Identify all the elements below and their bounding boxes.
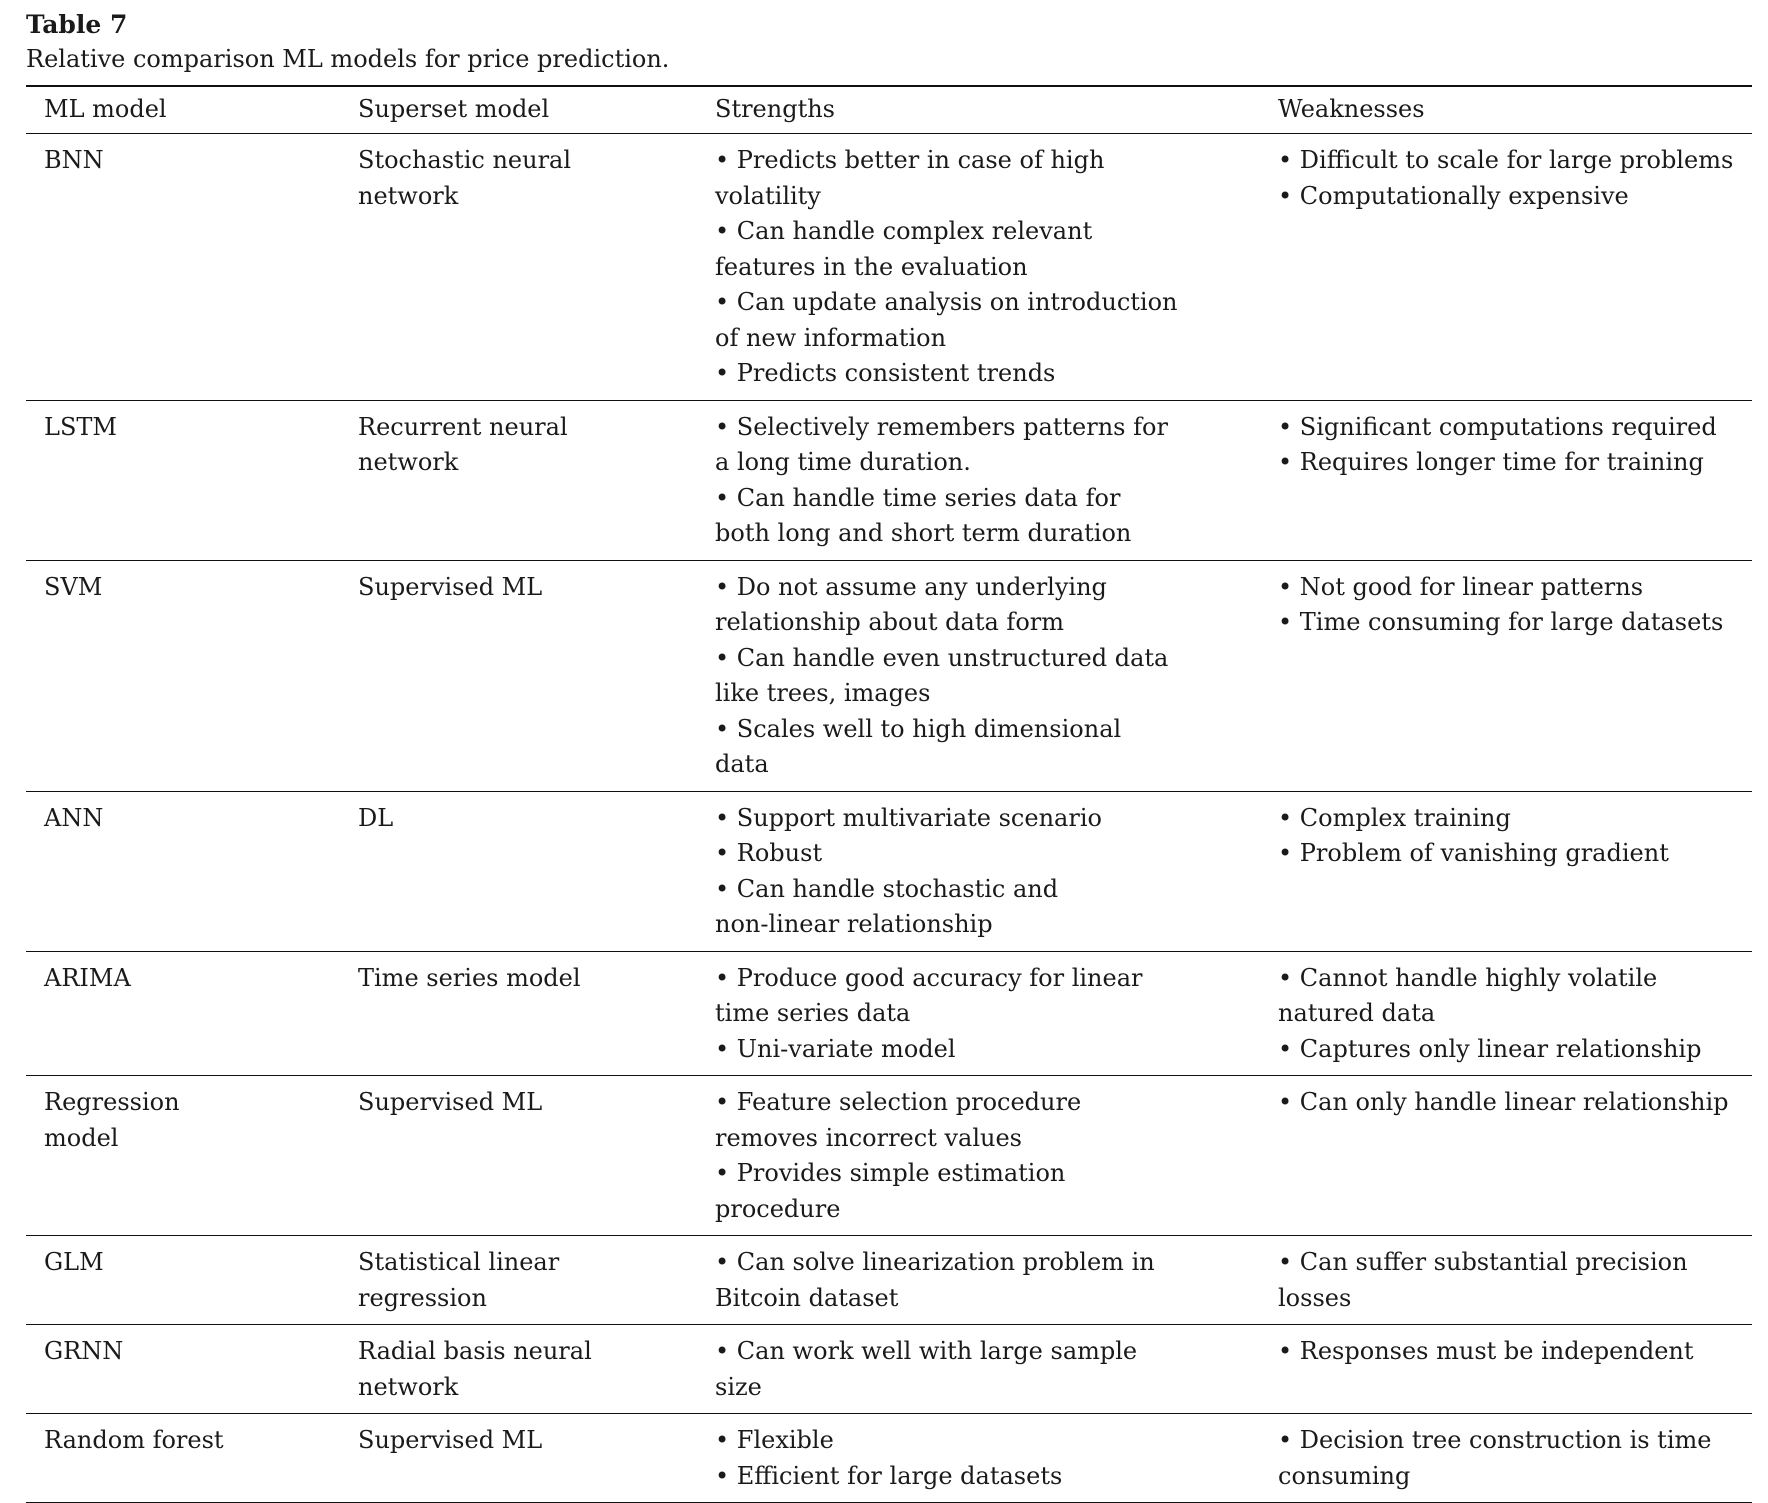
- cell-weaknesses: [1260, 1236, 1752, 1325]
- cell-text-line: Radial basis neural: [358, 1337, 592, 1365]
- cell-text-line: of new information: [715, 323, 947, 352]
- column-header-superset-model: Superset model: [358, 95, 550, 123]
- cell-text-line: • Time consuming for large datasets: [1278, 608, 1724, 636]
- cell-text-line: • Can handle even unstructured data: [715, 643, 1169, 672]
- cell-text-line: GLM: [44, 1248, 104, 1276]
- table-row: [26, 1414, 1752, 1503]
- cell-strengths: [697, 1076, 1260, 1236]
- cell-text-line: volatility: [715, 181, 821, 210]
- cell-text-line: consuming: [1278, 1461, 1411, 1490]
- cell-text-line: • Difficult to scale for large problems: [1278, 146, 1734, 174]
- cell-text-line: • Robust: [715, 839, 823, 867]
- cell-text-line: • Can handle stochastic and: [715, 874, 1059, 903]
- cell-weaknesses: [1260, 1325, 1752, 1414]
- cell-text-line: size: [715, 1372, 762, 1401]
- cell-text-line: • Efficient for large datasets: [715, 1461, 1063, 1490]
- table-row: [26, 791, 1752, 951]
- cell-text-line: Bitcoin dataset: [715, 1283, 899, 1312]
- cell-text-line: non-linear relationship: [715, 910, 993, 938]
- cell-text-line: • Can work well with large sample: [715, 1337, 1138, 1365]
- cell-ml-model: [26, 1236, 340, 1325]
- cell-text-line: • Feature selection procedure: [715, 1088, 1082, 1116]
- table-row: [26, 400, 1752, 560]
- cell-text-line: BNN: [44, 146, 104, 174]
- cell-text-line: • Uni-variate model: [715, 1034, 956, 1063]
- cell-text-line: Stochastic neural: [358, 146, 572, 174]
- table-row: [26, 1325, 1752, 1414]
- cell-superset-model: [340, 1236, 697, 1325]
- cell-text-line: natured data: [1278, 999, 1436, 1027]
- cell-weaknesses: [1260, 791, 1752, 951]
- cell-text-line: • Predicts consistent trends: [715, 359, 1056, 387]
- column-header-ml-model: ML model: [44, 95, 167, 123]
- cell-text-line: • Requires longer time for training: [1278, 448, 1704, 476]
- table-row: [26, 560, 1752, 791]
- cell-text-line: relationship about data form: [715, 608, 1064, 636]
- cell-weaknesses: [1260, 951, 1752, 1076]
- header-row: [26, 86, 1752, 134]
- cell-superset-model: [340, 1414, 697, 1503]
- cell-text-line: Time series model: [358, 963, 581, 992]
- comparison-table: [26, 85, 1752, 1503]
- cell-ml-model: [26, 951, 340, 1076]
- cell-text-line: • Selectively remembers patterns for: [715, 412, 1168, 441]
- cell-text-line: • Scales well to high dimensional: [715, 714, 1122, 743]
- cell-superset-model: [340, 1325, 697, 1414]
- table-caption: Relative comparison ML models for price prediction.: [26, 45, 670, 73]
- cell-text-line: procedure: [715, 1194, 841, 1223]
- cell-strengths: [697, 791, 1260, 951]
- cell-text-line: DL: [358, 803, 394, 832]
- cell-text-line: • Responses must be independent: [1278, 1337, 1694, 1365]
- cell-ml-model: [26, 1325, 340, 1414]
- table-header: [26, 86, 1752, 134]
- cell-text-line: removes incorrect values: [715, 1123, 1022, 1152]
- cell-text-line: • Produce good accuracy for linear: [715, 963, 1143, 992]
- cell-ml-model: [26, 791, 340, 951]
- cell-text-line: • Decision tree construction is time: [1278, 1426, 1712, 1454]
- cell-text-line: • Do not assume any underlying: [715, 572, 1107, 601]
- cell-text-line: • Problem of vanishing gradient: [1278, 839, 1669, 867]
- cell-text-line: Supervised ML: [358, 1088, 543, 1116]
- cell-text-line: Regression: [44, 1088, 180, 1116]
- cell-strengths: [697, 951, 1260, 1076]
- cell-text-line: Supervised ML: [358, 1426, 543, 1454]
- cell-text-line: both long and short term duration: [715, 519, 1132, 547]
- cell-text-line: network: [358, 448, 459, 476]
- cell-ml-model: [26, 134, 340, 401]
- cell-text-line: Statistical linear: [358, 1248, 560, 1276]
- cell-text-line: • Can solve linearization problem in: [715, 1248, 1155, 1276]
- cell-text-line: • Support multivariate scenario: [715, 803, 1102, 832]
- cell-text-line: time series data: [715, 999, 911, 1027]
- cell-text-line: • Captures only linear relationship: [1278, 1034, 1702, 1063]
- cell-text-line: like trees, images: [715, 679, 931, 707]
- cell-ml-model: [26, 400, 340, 560]
- table-figure: [26, 8, 1752, 1503]
- cell-text-line: • Can handle time series data for: [715, 483, 1121, 512]
- cell-strengths: [697, 1236, 1260, 1325]
- cell-text-line: data: [715, 750, 769, 778]
- table-title: Table 7: [26, 10, 128, 39]
- cell-text-line: • Can only handle linear relationship: [1278, 1088, 1729, 1116]
- cell-superset-model: [340, 560, 697, 791]
- cell-text-line: ANN: [44, 803, 104, 832]
- cell-text-line: • Cannot handle highly volatile: [1278, 963, 1658, 992]
- cell-text-line: • Provides simple estimation: [715, 1159, 1066, 1187]
- cell-superset-model: [340, 134, 697, 401]
- cell-text-line: network: [358, 181, 459, 210]
- cell-text-line: ARIMA: [44, 963, 131, 992]
- cell-text-line: a long time duration.: [715, 448, 971, 476]
- cell-text-line: • Computationally expensive: [1278, 181, 1629, 210]
- table-row: [26, 1076, 1752, 1236]
- cell-text-line: • Predicts better in case of high: [715, 146, 1105, 174]
- cell-weaknesses: [1260, 1076, 1752, 1236]
- cell-weaknesses: [1260, 1414, 1752, 1503]
- cell-ml-model: [26, 560, 340, 791]
- cell-text-line: • Can update analysis on introduction: [715, 288, 1178, 316]
- cell-strengths: [697, 560, 1260, 791]
- cell-ml-model: [26, 1076, 340, 1236]
- cell-text-line: • Can suffer substantial precision: [1278, 1248, 1688, 1276]
- table-row: [26, 1236, 1752, 1325]
- cell-text-line: • Can handle complex relevant: [715, 217, 1093, 245]
- cell-text-line: regression: [358, 1283, 487, 1312]
- cell-superset-model: [340, 1076, 697, 1236]
- table-body: [26, 134, 1752, 1503]
- cell-strengths: [697, 1325, 1260, 1414]
- cell-strengths: [697, 400, 1260, 560]
- cell-text-line: • Not good for linear patterns: [1278, 572, 1644, 601]
- column-header-strengths: Strengths: [715, 95, 835, 123]
- cell-text-line: LSTM: [44, 412, 117, 441]
- cell-superset-model: [340, 400, 697, 560]
- cell-weaknesses: [1260, 560, 1752, 791]
- cell-text-line: GRNN: [44, 1337, 124, 1365]
- cell-superset-model: [340, 791, 697, 951]
- cell-ml-model: [26, 1414, 340, 1503]
- table-row: [26, 134, 1752, 401]
- cell-strengths: [697, 1414, 1260, 1503]
- cell-text-line: Random forest: [44, 1426, 224, 1454]
- cell-text-line: Supervised ML: [358, 572, 543, 601]
- table-row: [26, 951, 1752, 1076]
- cell-strengths: [697, 134, 1260, 401]
- cell-text-line: network: [358, 1372, 459, 1401]
- cell-text-line: features in the evaluation: [715, 252, 1028, 281]
- cell-text-line: • Flexible: [715, 1426, 834, 1454]
- cell-weaknesses: [1260, 134, 1752, 401]
- cell-text-line: losses: [1278, 1283, 1352, 1312]
- cell-weaknesses: [1260, 400, 1752, 560]
- cell-text-line: Recurrent neural: [358, 412, 568, 441]
- cell-text-line: model: [44, 1123, 119, 1152]
- cell-text-line: SVM: [44, 572, 103, 601]
- cell-text-line: • Significant computations required: [1278, 412, 1717, 441]
- cell-superset-model: [340, 951, 697, 1076]
- column-header-weaknesses: Weaknesses: [1278, 95, 1425, 123]
- cell-text-line: • Complex training: [1278, 803, 1511, 832]
